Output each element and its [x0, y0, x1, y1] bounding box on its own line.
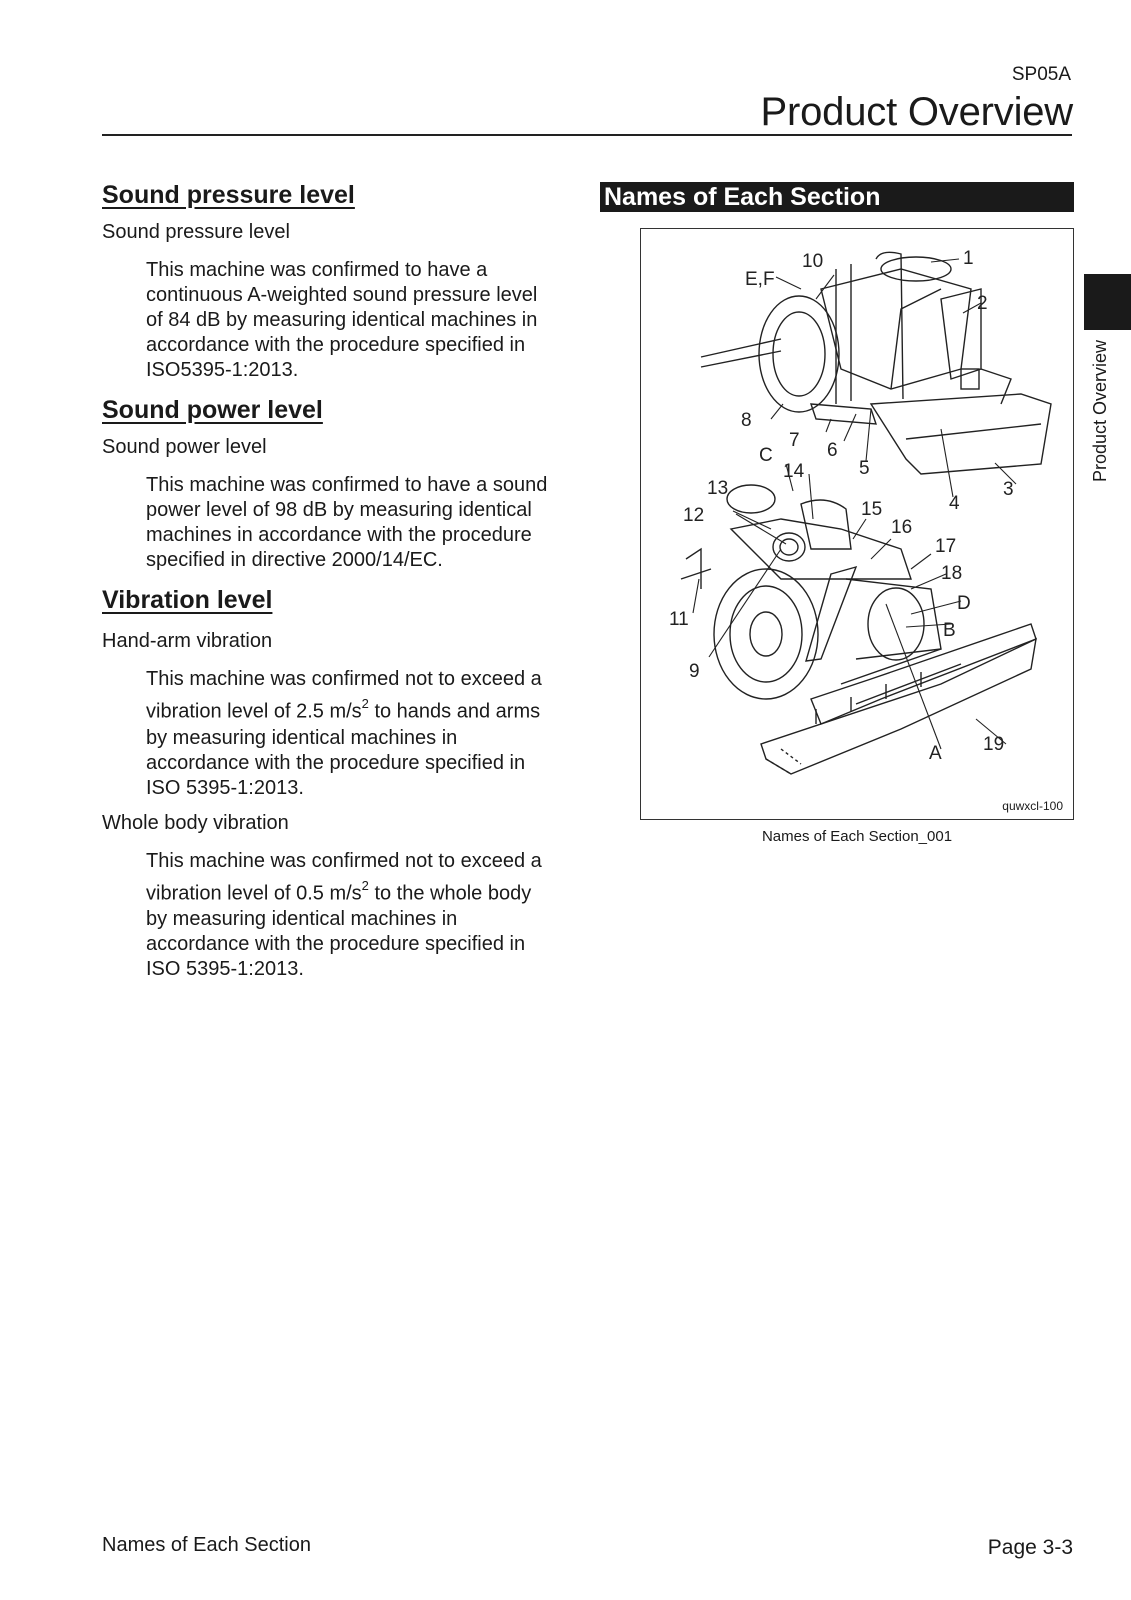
- sound-pressure-paragraph: [102, 258, 572, 383]
- sound-power-heading: Sound power level: [102, 396, 323, 424]
- callout-D: D: [957, 593, 971, 614]
- callout-11: 11: [669, 609, 689, 630]
- callout-1: 1: [963, 248, 974, 269]
- callout-3: 3: [1003, 479, 1014, 500]
- callout-5: 5: [859, 458, 870, 479]
- whole-body-subheading: Whole body vibration: [102, 811, 289, 834]
- names-section-heading: Names of Each Section: [600, 182, 1074, 212]
- hand-arm-paragraph: [102, 667, 572, 801]
- text-line: ISO 5395-1:2013.: [146, 958, 304, 981]
- text-line-with-superscript: vibration level of 0.5 $m/s^2$ to the whole body: [146, 877, 532, 905]
- callout-8: 8: [741, 410, 752, 431]
- callout-15: 15: [861, 499, 883, 520]
- callout-19: 19: [983, 734, 1005, 755]
- right-column: [600, 182, 1074, 845]
- chapter-title: Product Overview: [760, 90, 1073, 134]
- side-tab-label: Product Overview: [1090, 339, 1110, 482]
- lower-machine-drawing: [681, 485, 1036, 774]
- sound-pressure-subheading: Sound pressure level: [102, 221, 290, 243]
- left-column: [102, 178, 572, 982]
- footer-section: Names of Each Section: [102, 1534, 311, 1556]
- callout-B: B: [943, 620, 956, 641]
- figure-caption: Names of Each Section_001: [761, 828, 953, 845]
- figure-code: quwxcl-100: [1002, 799, 1063, 813]
- model-code: SP05A: [1011, 64, 1071, 85]
- text-line: accordance with the procedure specified in: [146, 933, 526, 956]
- text-line: This machine was confirmed to have a sound: [146, 474, 548, 496]
- callout-14: 14: [783, 461, 805, 482]
- text-line: accordance with the procedure specified in: [146, 334, 526, 356]
- sound-power-paragraph: [102, 473, 572, 573]
- machine-illustration: [641, 229, 1075, 821]
- text-line: This machine was confirmed not to exceed a: [146, 668, 542, 690]
- text-line: This machine was confirmed not to exceed a: [146, 849, 542, 872]
- callout-16: 16: [891, 517, 913, 538]
- text-line: continuous A-weighted sound pressure level: [146, 284, 538, 306]
- text-line: ISO5395-1:2013.: [146, 359, 299, 381]
- callout-13: 13: [707, 478, 729, 499]
- callout-17: 17: [935, 536, 957, 557]
- callout-10: 10: [802, 251, 824, 272]
- text-line: ISO 5395-1:2013.: [146, 776, 304, 799]
- page-number: Page 3-3: [987, 1536, 1073, 1559]
- text-line: of 84 dB by measuring identical machines in: [146, 309, 538, 331]
- machine-figure: [640, 228, 1074, 820]
- text-line-with-superscript: vibration level of 2.5 $m/s^2$ to hands and arms: [146, 696, 541, 723]
- callout-4: 4: [949, 493, 960, 514]
- text-line: power level of 98 dB by measuring identical: [146, 499, 532, 521]
- callout-C: C: [759, 445, 773, 466]
- text-line: by measuring identical machines in: [146, 908, 458, 931]
- vibration-heading: Vibration level: [102, 586, 273, 614]
- text-line: by measuring identical machines in: [146, 726, 458, 749]
- callout-9: 9: [689, 661, 700, 682]
- callout-7: 7: [789, 430, 800, 451]
- callout-6: 6: [827, 440, 838, 461]
- callout-A: A: [929, 743, 942, 764]
- hand-arm-subheading: Hand-arm vibration: [102, 630, 273, 652]
- header-rule: [102, 134, 1072, 136]
- callout-2: 2: [977, 293, 988, 314]
- sound-pressure-heading: Sound pressure level: [102, 181, 355, 209]
- text-line: This machine was confirmed to have a: [146, 259, 488, 281]
- text-line: accordance with the procedure specified in: [146, 751, 526, 774]
- text-line: specified in directive 2000/14/EC.: [146, 549, 443, 571]
- text-line: machines in accordance with the procedure: [146, 524, 532, 546]
- leader-lines: [693, 259, 1016, 749]
- callout-12: 12: [683, 505, 705, 526]
- sound-power-subheading: Sound power level: [102, 436, 267, 458]
- chapter-side-tab: [1084, 274, 1131, 330]
- callout-18: 18: [941, 563, 963, 584]
- whole-body-paragraph: [102, 849, 572, 983]
- callout-E-F: E,F: [745, 269, 775, 290]
